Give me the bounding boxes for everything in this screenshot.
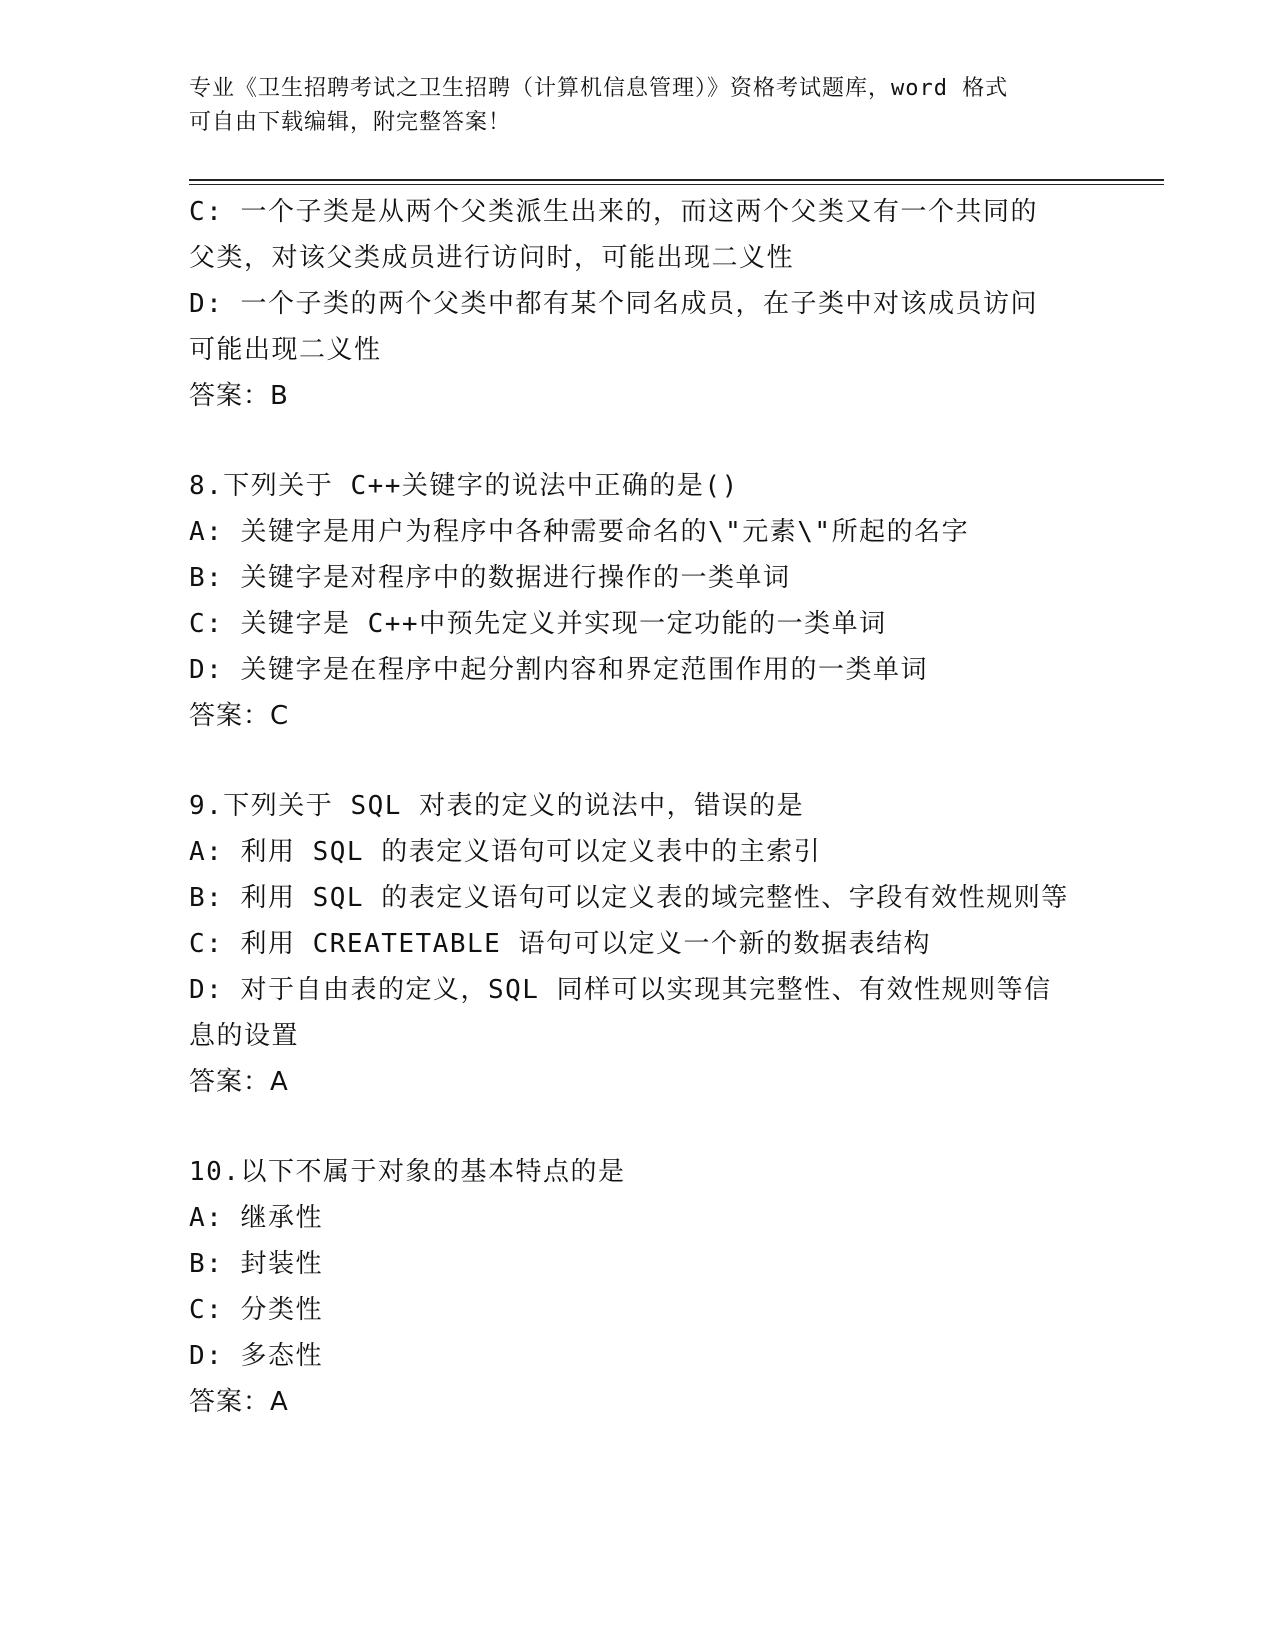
question-9: [189, 783, 1089, 1105]
option-c: C: 分类性: [189, 1295, 323, 1325]
answer-7: 答案：B: [189, 381, 289, 411]
question-9-text: 9.下列关于 SQL 对表的定义的说法中，错误的是: [189, 791, 805, 821]
question-10-text: 10.以下不属于对象的基本特点的是: [189, 1157, 626, 1187]
option-a: A: 继承性: [189, 1203, 323, 1233]
option-d: D: 关键字是在程序中起分割内容和界定范围作用的一类单词: [189, 655, 928, 685]
question-8-text: 8.下列关于 C++关键字的说法中正确的是(): [189, 471, 739, 501]
option-d: D: 多态性: [189, 1341, 323, 1371]
option-c-line-2: 父类，对该父类成员进行访问时，可能出现二义性: [189, 243, 795, 273]
header-line-2: 可自由下载编辑，附完整答案！: [189, 110, 512, 135]
option-a: A: 利用 SQL 的表定义语句可以定义表中的主索引: [189, 837, 822, 867]
answer-10: 答案：A: [189, 1387, 289, 1417]
document-header: [189, 72, 1089, 140]
option-a: A: 关键字是用户为程序中各种需要命名的\"元素\"所起的名字: [189, 517, 970, 547]
option-c: C: 关键字是 C++中预先定义并实现一定功能的一类单词: [189, 609, 887, 639]
header-divider-thin: [189, 184, 1164, 185]
option-d-line-2: 可能出现二义性: [189, 335, 382, 365]
question-10: [189, 1149, 1089, 1425]
question-8: [189, 463, 1089, 739]
answer-8: 答案：C: [189, 701, 290, 731]
header-divider-thick: [189, 179, 1164, 181]
answer-9: 答案：A: [189, 1067, 289, 1097]
question-list: [189, 189, 1089, 1425]
option-b: B: 封装性: [189, 1249, 323, 1279]
option-d-line-1: D: 对于自由表的定义，SQL 同样可以实现其完整性、有效性规则等信: [189, 975, 1052, 1005]
option-d-line-1: D: 一个子类的两个父类中都有某个同名成员，在子类中对该成员访问: [189, 289, 1038, 319]
header-line-1: 专业《卫生招聘考试之卫生招聘（计算机信息管理）》资格考试题库，word 格式: [189, 76, 1009, 101]
option-d-line-2: 息的设置: [189, 1021, 300, 1051]
option-c-line-1: C: 一个子类是从两个父类派生出来的，而这两个父类又有一个共同的: [189, 197, 1038, 227]
option-b: B: 利用 SQL 的表定义语句可以定义表的域完整性、字段有效性规则等: [189, 883, 1069, 913]
option-b: B: 关键字是对程序中的数据进行操作的一类单词: [189, 563, 791, 593]
option-c: C: 利用 CREATETABLE 语句可以定义一个新的数据表结构: [189, 929, 931, 959]
question-7-tail: [189, 189, 1089, 419]
